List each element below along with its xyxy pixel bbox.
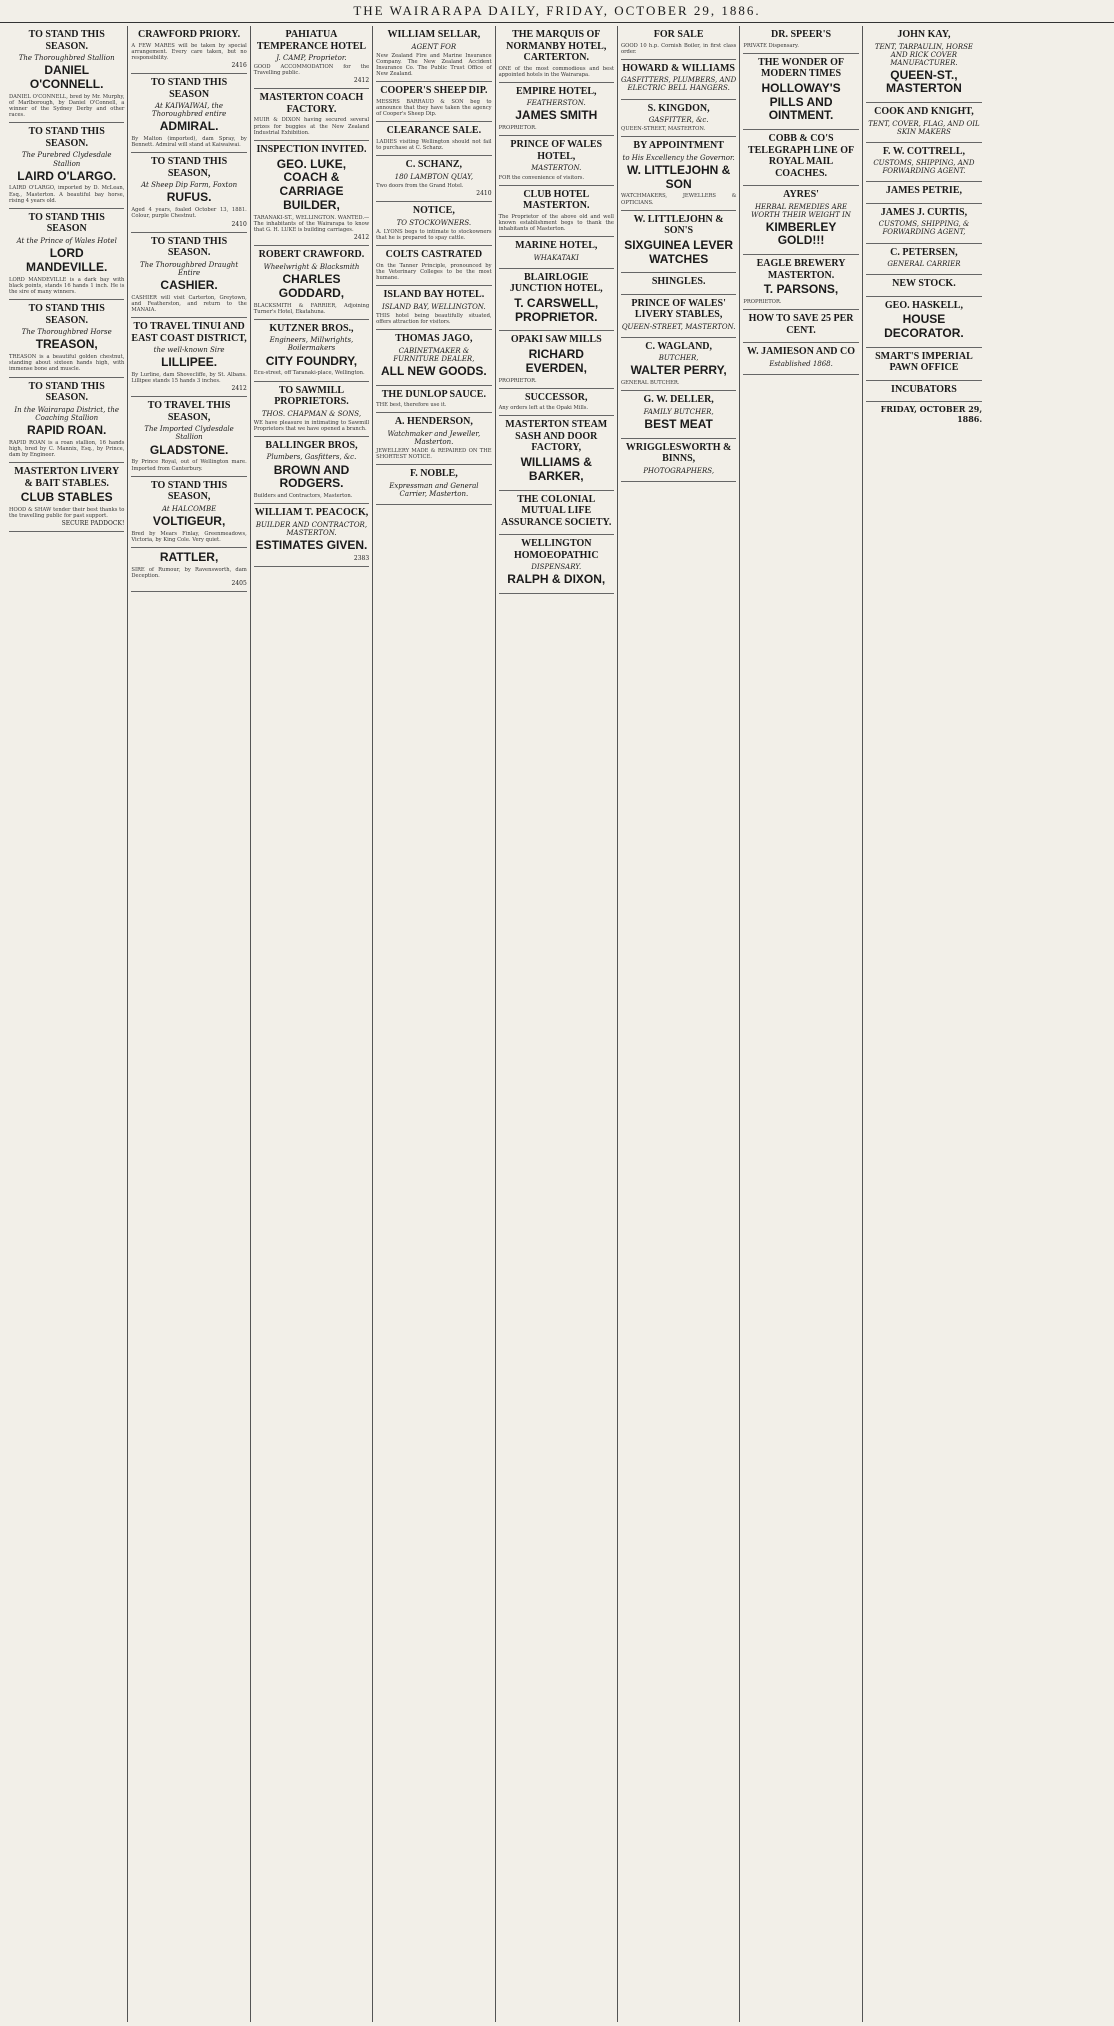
ad-title: GEO. HASKELL, [884, 299, 963, 311]
ad-body: A. LYONS begs to intimate to stockowners that he is prepared to spay cattle. [376, 228, 492, 241]
ad-subtitle: THOS. CHAPMAN & SONS, [261, 409, 362, 418]
ad-subtitle: TO STOCKOWNERS. [396, 218, 472, 227]
ad-reference: SECURE PADDOCK! [61, 520, 125, 528]
ad-title: TO TRAVEL TINUI AND EAST COAST DISTRICT, [131, 321, 247, 344]
advertisement [254, 437, 369, 504]
ad-title: ISLAND BAY HOTEL. [383, 289, 485, 301]
ad-body: PROPRIETOR. [498, 377, 537, 384]
ad-title: DR. SPEER'S [771, 29, 832, 40]
ad-body: HOOD & SHAW tender their best thanks to the travelling public for past support. [9, 506, 125, 520]
advertisement [743, 310, 858, 343]
ad-heading: KIMBERLEY GOLD!!! [765, 219, 837, 248]
column-4 [373, 26, 495, 2022]
advertisement [499, 535, 614, 594]
ad-subtitle: The Purebred Clydesdale Stallion [21, 151, 112, 168]
ad-subtitle: CABINETMAKER & FURNITURE DEALER, [393, 346, 475, 363]
ad-title: THE MARQUIS OF NORMANBY HOTEL, CARTERTON. [506, 29, 607, 63]
advertisement [621, 100, 736, 138]
ad-body: TREASON is a beautiful golden chestnut, standing about sixteen hands high, with immense bone and muscle. [9, 354, 125, 373]
ad-title: TO STAND THIS SEASON, [151, 156, 228, 179]
ad-title: A. HENDERSON, [394, 416, 473, 428]
advertisement [866, 381, 982, 403]
ad-subtitle: DISPENSARY. [531, 563, 582, 572]
ad-heading: ADMIRAL. [159, 119, 219, 134]
ad-title: JOHN KAY, [897, 29, 951, 40]
ad-subtitle: GASFITTER, &c. [648, 116, 709, 124]
ad-title: COOPER'S SHEEP DIP. [380, 85, 488, 97]
ad-title: BALLINGER BROS, [265, 439, 358, 451]
ad-title: WELLINGTON HOMOEOPATHIC [513, 538, 599, 561]
ad-subtitle: The Imported Clydesdale Stallion [144, 425, 234, 442]
advertisement [131, 26, 246, 74]
ad-reference: 2383 [353, 554, 370, 562]
advertisement [866, 26, 982, 103]
advertisement [376, 413, 491, 465]
ad-body: GENERAL BUTCHER. [620, 380, 680, 387]
ad-body: By Lurline, dam Shovecliffe, by St. Albans. Lillipee stands 15 hands 3 inches. [131, 372, 247, 385]
ad-heading: RICHARD EVERDEN, [525, 346, 587, 375]
ad-reference: 2412 [353, 234, 370, 242]
advertisement [866, 182, 982, 204]
advertisement [376, 465, 491, 505]
ad-body: GOOD 10 h.p. Cornish Boiler, in first class order. [620, 42, 737, 55]
advertisement [866, 204, 982, 244]
column-5 [496, 26, 618, 2022]
ad-subtitle: CUSTOMS, SHIPPING, & FORWARDING AGENT, [878, 220, 970, 237]
ad-title: INCUBATORS [891, 383, 957, 395]
advertisement [499, 416, 614, 490]
ad-body: WE have pleasure in intimating to Sawmill Proprietors that we have opened a branch. [253, 419, 370, 432]
ad-title: TO STAND THIS SEASON. [28, 126, 105, 149]
ad-body: SIRE of Rumour, by Ravensworth, dam Deception. [131, 566, 247, 579]
advertisement [499, 83, 614, 137]
ad-subtitle: In the Wairarapa District, the Coaching Stallion [14, 405, 119, 422]
ad-body: MESSRS BARRAUD & SON beg to announce that they have taken the agency of Cooper's Sheep Dip. [376, 98, 492, 118]
ad-title: C. WAGLAND, [645, 340, 713, 352]
ad-heading: BEST MEAT [644, 417, 713, 432]
ad-reference: 2405 [231, 580, 247, 588]
ad-subtitle: to His Excellency the Governor. [622, 153, 735, 162]
ad-body: DANIEL O'CONNELL, bred by Mr. Murphy, of Marlborough, by Daniel O'Connell, a winner of the Sydney Derby and other races. [9, 93, 125, 119]
ad-heading: JAMES SMITH [515, 108, 598, 123]
ad-heading: T. CARSWELL, PROPRIETOR. [514, 295, 599, 324]
advertisement [866, 143, 982, 183]
ad-title: TO STAND THIS SEASON. [28, 303, 105, 326]
advertisement [743, 343, 858, 375]
advertisement [376, 286, 491, 330]
advertisement [9, 300, 124, 377]
ad-body: LORD MANDEVILLE is a dark bay with black points, stands 16 hands 1 inch. He is the sire of many winners. [9, 276, 125, 295]
ad-title: THE DUNLOP SAUCE. [381, 388, 486, 400]
ad-heading: DANIEL O'CONNELL. [29, 63, 104, 91]
ad-heading: GLADSTONE. [149, 442, 229, 457]
ad-body: RAPID ROAN is a roan stallion, 16 hands high, bred by C. Mannix, Esq., by Prince, dam by Engineer. [9, 439, 125, 458]
column-8 [863, 26, 985, 2022]
ad-heading: RAPID ROAN. [27, 422, 107, 437]
advertisement [499, 269, 614, 332]
ad-title: COLTS CASTRATED [385, 249, 483, 261]
ad-title: SUCCESSOR, [524, 391, 588, 403]
ad-title: SMART'S IMPERIAL PAWN OFFICE [875, 350, 973, 374]
ad-heading: QUEEN-ST., MASTERTON [886, 67, 962, 96]
ad-subtitle: FAMILY BUTCHER, [643, 407, 714, 416]
ad-title: TO STAND THIS SEASON. [151, 235, 228, 259]
ad-subtitle: TENT, TARPAULIN, HORSE AND RICK COVER MANUFACTURER. [874, 42, 974, 67]
advertisement [131, 477, 246, 548]
footer-date: FRIDAY, OCTOBER 29, 1886. [880, 404, 983, 425]
ad-body: ONE of the most commodious and best appointed hotels in the Wairarapa. [498, 65, 614, 78]
advertisement [9, 378, 124, 464]
advertisement [621, 26, 736, 60]
ad-body: TARANAKI-ST., WELLINGTON. WANTED.—The inhabitants of the Wairarapa to know that G. H. LUKE is building carriages. [253, 214, 370, 234]
ad-subtitle: GENERAL CARRIER [887, 260, 961, 269]
ad-title: MASTERTON COACH FACTORY. [259, 92, 364, 115]
ad-title: HOWARD & WILLIAMS [622, 62, 735, 74]
ad-heading: LILLIPEE. [161, 355, 218, 370]
ad-subtitle: Engineers, Millwrights, Boilermakers [269, 336, 354, 353]
ad-title: BY APPOINTMENT [633, 140, 724, 152]
ad-reference: 2412 [231, 385, 247, 393]
ad-subtitle: Established 1868. [769, 359, 833, 368]
ad-subtitle: J. CAMP, Proprietor. [276, 54, 347, 62]
advertisement [376, 202, 491, 246]
ad-heading: BROWN AND RODGERS. [273, 462, 350, 491]
ad-title: KUTZNER BROS., [269, 322, 354, 334]
ad-body: PROPRIETOR. [498, 125, 537, 132]
ad-subtitle: AGENT FOR [411, 42, 457, 51]
advertisement [499, 237, 614, 269]
ad-title: SHINGLES. [651, 276, 706, 288]
ad-body: Bred by Mears Finlay, Greenmeadows, Victoria, by King Cole. Very quiet. [131, 530, 247, 543]
ad-title: PRINCE OF WALES' LIVERY STABLES, [631, 297, 726, 321]
ad-title: PAHIATUA TEMPERANCE HOTEL [256, 29, 367, 52]
ad-title: G. W. DELLER, [643, 394, 714, 406]
ad-body: Any orders left at the Opaki Mills. [498, 405, 589, 412]
ad-heading: T. PARSONS, [763, 282, 839, 297]
ad-body: WATCHMAKERS, JEWELLERS & OPTICIANS. [620, 193, 737, 206]
column-6 [618, 26, 740, 2022]
ad-subtitle: HERBAL REMEDIES ARE WORTH THEIR WEIGHT IN [751, 202, 851, 219]
ad-heading: RUFUS. [166, 190, 212, 205]
advertisement [621, 211, 736, 274]
ad-subtitle: FEATHERSTON. [526, 99, 586, 108]
ad-title: S. KINGDON, [647, 102, 710, 114]
column-2 [128, 26, 250, 2022]
advertisement [866, 244, 982, 276]
ad-body: CASHIER will visit Carterton, Greytown, and Featherston, and return to the MANAIA. [131, 294, 247, 313]
advertisement [743, 186, 858, 255]
ad-reference: 2412 [353, 77, 370, 85]
ad-title: NOTICE, [412, 205, 455, 217]
ad-title: NEW STOCK. [892, 278, 956, 290]
ad-heading: SIXGUINEA LEVER WATCHES [624, 237, 734, 266]
ad-heading: CASHIER. [160, 277, 218, 292]
ad-title: THE COLONIAL MUTUAL LIFE ASSURANCE SOCIETY. [501, 493, 612, 528]
ad-title: WILLIAM T. PEACOCK, [254, 507, 369, 519]
ad-subtitle: WHAKATAKI [533, 253, 579, 262]
ad-subtitle: Plumbers, Gasfitters, &c. [266, 453, 357, 462]
ad-reference: 2410 [231, 220, 247, 228]
ad-subtitle: BUILDER AND CONTRACTOR, MASTERTON. [255, 520, 368, 537]
advertisement [621, 60, 736, 100]
ad-subtitle: 180 LAMBTON QUAY, [394, 172, 474, 181]
advertisement [376, 26, 491, 82]
ad-subtitle: The Thoroughbred Draught Entire [140, 260, 239, 277]
ad-body: Ecu-street, off Taranaki-place, Wellington. [253, 370, 365, 377]
ad-reference: 2410 [476, 190, 492, 198]
ad-title: MASTERTON STEAM SASH AND DOOR FACTORY, [505, 419, 608, 454]
ad-body: GOOD ACCOMMODATION for the Travelling public. [253, 64, 370, 77]
advertisement [131, 74, 246, 153]
advertisement [254, 246, 369, 320]
column-1 [6, 26, 128, 2022]
ad-title: WILLIAM SELLAR, [387, 29, 481, 40]
advertisement [254, 89, 369, 141]
ad-subtitle: Wheelwright & Blacksmith [263, 262, 360, 271]
ad-body: On the Tanner Principle, pronounced by the Veterinary Colleges to be the most humane. [376, 262, 492, 281]
ad-title: FOR SALE [653, 29, 704, 40]
advertisement [866, 348, 982, 381]
advertisement [621, 439, 736, 482]
column-3 [251, 26, 373, 2022]
ad-body: THIS hotel being beautifully situated, offers attraction for visitors. [376, 312, 492, 325]
ad-body: JEWELLERY MADE & REPAIRED ON THE SHORTEST NOTICE. [376, 447, 492, 461]
advertisement [499, 186, 614, 238]
ad-title: ROBERT CRAWFORD. [258, 249, 365, 261]
ad-body: THE best, therefore use it. [376, 402, 447, 409]
advertisement [743, 54, 858, 130]
advertisement [743, 26, 858, 54]
ad-title: BLAIRLOGIE JUNCTION HOTEL, [509, 271, 603, 295]
advertisement [866, 297, 982, 348]
ad-title: TO SAWMILL PROPRIETORS. [274, 384, 349, 407]
advertisement [131, 233, 246, 319]
ad-title: CLEARANCE SALE. [386, 125, 482, 137]
advertisement [376, 156, 491, 202]
advertisement [621, 391, 736, 438]
ad-subtitle: Watchmaker and Jeweller, Masterton. [387, 429, 481, 446]
ad-title: AYRES' [783, 189, 819, 201]
ad-body: Builders and Contractors, Masterton. [253, 493, 353, 500]
ad-subtitle: Expressman and General Carrier, Masterton. [389, 481, 479, 498]
ad-heading: CHARLES GODDARD, [278, 271, 345, 300]
ad-title: W. JAMIESON AND CO [747, 346, 856, 358]
ad-body: Two doors from the Grand Hotel. [376, 182, 464, 189]
advertisement [376, 386, 491, 414]
ad-heading: W. LITTLEJOHN & SON [626, 162, 731, 191]
ad-body: By Malton (imported), dam Spray, by Bennett. Admiral will stand at Kaiwaiwai. [131, 136, 247, 149]
advertisement [866, 103, 982, 143]
ad-subtitle: At KAIWAIWAI, the Thoroughbred entire [151, 102, 227, 119]
advertisement [131, 548, 246, 592]
ad-body: QUEEN-STREET, MASTERTON. [620, 126, 706, 133]
ad-heading: GEO. LUKE, COACH & CARRIAGE BUILDER, [276, 156, 347, 212]
advertisement [499, 26, 614, 83]
advertisement [131, 397, 246, 476]
ad-title: COOK AND KNIGHT, [874, 106, 974, 118]
ad-heading: ALL NEW GOODS. [380, 363, 487, 378]
advertisement [254, 382, 369, 437]
ad-heading: ESTIMATES GIVEN. [255, 537, 368, 552]
advertisement [376, 330, 491, 385]
ad-title: EAGLE BREWERY MASTERTON. [756, 258, 846, 281]
ad-body: PRIVATE Dispensary. [743, 42, 799, 49]
ad-title: TO STAND THIS SEASON. [28, 380, 105, 404]
ad-heading: HOUSE DECORATOR. [884, 312, 964, 340]
ad-heading: CLUB STABLES [20, 490, 113, 505]
ad-heading: WILLIAMS & BARKER, [520, 454, 592, 483]
ad-subtitle: CUSTOMS, SHIPPING, AND FORWARDING AGENT. [873, 159, 975, 176]
ad-title: TO STAND THIS SEASON. [28, 29, 105, 52]
advertisement [9, 209, 124, 300]
advertisement [621, 273, 736, 295]
ad-heading: RALPH & DIXON, [507, 572, 606, 587]
ad-title: PRINCE OF WALES HOTEL, [510, 139, 603, 162]
ad-subtitle: At Sheep Dip Farm, Foxton [141, 181, 238, 190]
ad-title: CRAWFORD PRIORY. [138, 29, 241, 40]
advertisement [621, 137, 736, 211]
ad-title: TO STAND THIS SEASON [151, 77, 228, 100]
ad-title: F. NOBLE, [410, 468, 458, 480]
ad-subtitle: MASTERTON. [531, 164, 582, 173]
ad-body: PROPRIETOR. [743, 299, 782, 306]
ad-title: INSPECTION INVITED. [256, 144, 367, 156]
ad-title: TO STAND THIS SEASON [28, 211, 105, 235]
ad-body: New Zealand Fire and Marine Insurance Company. The New Zealand Accident Insurance Co. The Public Trust Office of New Zealand. [376, 52, 492, 78]
ad-body: The Proprietor of the above old and well known establishment begs to thank the inhabitants of Masterton. [498, 213, 614, 233]
ad-title: JAMES J. CURTIS, [880, 206, 968, 218]
ad-title: F. W. COTTRELL, [882, 145, 966, 157]
ad-title: C. SCHANZ, [405, 159, 463, 171]
ad-title: TO TRAVEL THIS SEASON, [147, 400, 231, 423]
advertisement [621, 338, 736, 392]
column-7 [740, 26, 862, 2022]
advertisement [131, 153, 246, 232]
ad-body: Aged 4 years, foaled October 13, 1881. Colour, purple Chestnut. [131, 207, 247, 220]
ad-subtitle: the well-known Sire [153, 346, 225, 355]
ad-subtitle: GASFITTERS, PLUMBERS, AND ELECTRIC BELL HANGERS. [621, 76, 737, 93]
ad-title: EMPIRE HOTEL, [515, 85, 597, 97]
ad-body: FOR the convenience of visitors. [498, 174, 585, 181]
ad-title: W. LITTLEJOHN & SON'S [633, 213, 724, 237]
ad-title: CLUB HOTEL MASTERTON. [523, 188, 590, 212]
advertisement [376, 122, 491, 156]
advertisement [499, 491, 614, 536]
ad-body: A FEW MARES will be taken by special arrangement. Every care taken, but no responsibility. [131, 42, 247, 61]
advertisement [499, 331, 614, 388]
ad-title: TO STAND THIS SEASON, [151, 479, 228, 503]
ad-title: MARINE HOTEL, [515, 240, 598, 252]
ad-body: By Prince Royal, out of Wellington mare. Imported from Canterbury. [131, 459, 247, 472]
ad-title: HOW TO SAVE 25 PER CENT. [748, 313, 854, 336]
ad-subtitle: The Thoroughbred Horse [21, 328, 112, 337]
ad-subtitle: The Thoroughbred Stallion [18, 54, 115, 62]
ad-title: JAMES PETRIE, [885, 185, 962, 197]
advertisement [131, 318, 246, 397]
ad-subtitle: ISLAND BAY, WELLINGTON. [382, 302, 486, 311]
advertisement [376, 82, 491, 122]
ad-body: BLACKSMITH & FARRIER, Adjoining Turner's Hotel, Ekatahuna. [253, 302, 370, 315]
ad-heading: LAIRD O'LARGO. [17, 168, 117, 183]
advertisement [621, 295, 736, 338]
advertisement [254, 26, 369, 89]
ad-reference: 2416 [231, 62, 247, 70]
ad-heading: WALTER PERRY, [630, 363, 727, 378]
advertisement [254, 504, 369, 566]
ad-heading: TREASON, [35, 337, 98, 352]
advertisement [9, 26, 124, 123]
advertisement [254, 320, 369, 382]
ad-heading: HOLLOWAY'S PILLS AND OINTMENT. [761, 80, 841, 123]
ad-body: MUIR & DIXON having secured several prizes for buggies at the New Zealand Industrial Exhibition. [253, 117, 370, 136]
ad-title: OPAKI SAW MILLS [510, 334, 602, 346]
ad-heading: LORD MANDEVILLE. [26, 246, 108, 274]
columns-container [6, 26, 1108, 2022]
ad-heading: RATTLER, [159, 549, 219, 564]
ad-subtitle: PHOTOGRAPHERS, [643, 466, 715, 475]
ad-title: WRIGGLESWORTH & BINNS, [625, 441, 732, 465]
ad-title: THE WONDER OF MODERN TIMES [758, 56, 844, 80]
ad-title: COBB & CO'S TELEGRAPH LINE OF ROYAL MAIL COACHES. [747, 133, 855, 179]
ad-subtitle: TENT, COVER, FLAG, AND OIL SKIN MAKERS [868, 119, 980, 136]
advertisement [743, 130, 858, 186]
ad-subtitle: At the Prince of Wales Hotel [16, 236, 117, 245]
ad-heading: CITY FOUNDRY, [265, 353, 358, 368]
advertisement [9, 463, 124, 532]
ad-subtitle: At HALCOMBE [161, 504, 217, 513]
masthead: THE WAIRARAPA DAILY, FRIDAY, OCTOBER 29, 1886. [0, 0, 1114, 23]
ad-body: LAIRD O'LARGO, imported by D. McLean, Esq., Masterton. A beautiful bay horse, rising 4 years old. [9, 185, 125, 204]
advertisement [743, 255, 858, 310]
ad-subtitle: QUEEN-STREET, MASTERTON. [621, 322, 736, 331]
advertisement [376, 246, 491, 286]
ad-body: LADIES visiting Wellington should not fail to purchase at C. Schanz. [376, 138, 492, 152]
ad-heading: VOLTIGEUR, [152, 513, 226, 528]
advertisement [499, 136, 614, 185]
ad-title: MASTERTON LIVERY & BAIT STABLES. [14, 466, 120, 489]
ad-title: C. PETERSEN, [890, 246, 958, 258]
advertisement [9, 123, 124, 209]
advertisement [866, 275, 982, 297]
ad-subtitle: BUTCHER, [658, 354, 699, 363]
ad-title: THOMAS JAGO, [395, 333, 473, 345]
advertisement [499, 389, 614, 417]
advertisement [254, 141, 369, 246]
